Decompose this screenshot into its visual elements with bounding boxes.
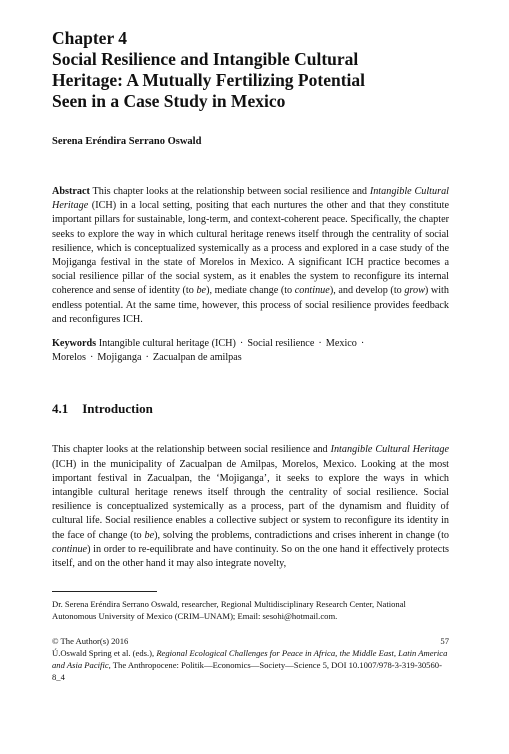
keyword-separator: · xyxy=(145,352,149,364)
citation xyxy=(52,647,449,683)
page xyxy=(52,28,449,683)
abstract-emphasis: Intangible Cultural Heritage xyxy=(52,186,449,212)
section-heading xyxy=(52,401,449,417)
intro-text: This chapter looks at the relationship between social resilience and xyxy=(52,444,331,456)
keyword: Social resilience xyxy=(247,338,315,350)
chapter-title-line: Seen in a Case Study in Mexico xyxy=(52,91,286,111)
abstract-text: ), and develop (to xyxy=(329,285,405,297)
abstract xyxy=(52,185,449,327)
abstract-text: This chapter looks at the relationship between social resilience and xyxy=(89,186,370,197)
page-number: 57 xyxy=(440,636,449,647)
citation-book-title: Regional Ecological Challenges for Peace in Africa, the Middle East, Latin America and Asia Pacific xyxy=(52,648,448,671)
keyword-separator: · xyxy=(239,338,244,350)
citation-series: , The Anthropocene: Politik—Economics—Society—Science 5, DOI 10.1007/978-3-319-30560-8_4 xyxy=(52,660,442,683)
abstract-emphasis: continue xyxy=(294,285,330,297)
keyword-separator: · xyxy=(89,352,94,364)
footnote: Dr. Serena Eréndira Serrano Oswald, researcher, Regional Multidisciplinary Research Center, National Autonomous University of Mexico (CRIM–UNAM); Email: sesohi@hotmail.com. xyxy=(52,599,406,622)
abstract-emphasis: be xyxy=(196,285,207,297)
keyword-separator: · xyxy=(318,338,322,350)
copyright-block xyxy=(52,635,449,683)
section-number: 4.1 xyxy=(52,401,69,417)
keyword: Intangible cultural heritage (ICH) xyxy=(98,338,236,350)
intro-emphasis: continue xyxy=(52,543,88,555)
abstract-text: ) with endless potential. At the same time, however, this process of social resilience provides feedback and reconfigures ICH. xyxy=(52,285,449,325)
abstract-text: (ICH) in a local setting, positing that each nurtures the other and that they constitute important pillars for sustainable, long-term, and context-coherent peace. Specifically, the chapter seeks to explore the way in which cultural heritage renews itself through the centrality of social resilience, which is conceptualized systemically as a process and explored in a case study of the Mojiganga festival in the state of Morelos in Mexico. A significant ICH practice becomes a social resilience pillar of the social system, as it enables the system to reconfigure its internal coherence and sense of identity (to xyxy=(52,200,449,297)
chapter-title-line: Heritage: A Mutually Fertilizing Potential xyxy=(52,70,365,90)
author-name: Serena Eréndira Serrano Oswald xyxy=(52,136,202,147)
chapter-label: Chapter 4 xyxy=(52,28,128,48)
abstract-emphasis: grow xyxy=(404,285,425,297)
chapter-title-line: Social Resilience and Intangible Cultural xyxy=(52,49,359,69)
keywords xyxy=(52,337,449,365)
chapter-title xyxy=(52,49,449,112)
intro-paragraph xyxy=(52,443,449,571)
keyword: Mexico xyxy=(325,338,357,350)
abstract-label: Abstract xyxy=(52,186,90,197)
keyword: Zacualpan de amilpas xyxy=(152,352,242,364)
keyword: Morelos xyxy=(52,352,86,364)
intro-text: ) in order to re-equilibrate and have continuity. So on the one hand it effectively protects itself, and on the other hand it may also integrate novelty, xyxy=(52,543,449,570)
intro-emphasis: be xyxy=(144,529,155,541)
section-title: Introduction xyxy=(82,401,153,417)
intro-text: (ICH) in the municipality of Zacualpan de Amilpas, Morelos, Mexico. Looking at the most important festival in Zacualpan, the ‘Mojiganga’, it seeks to explore the ways in which intangible cultural heritage renews itself through the centrality of social resilience. Social resilience is conceptualized systemically as a process, part of the dynamism and fluidity of cultural life. Social resilience enables a collective subject or system to reconfigure its identity in the face of change (to xyxy=(52,458,449,541)
intro-emphasis: Intangible Cultural Heritage xyxy=(330,444,449,456)
citation-editors: Ú.Oswald Spring et al. (eds.), xyxy=(52,648,157,659)
keyword-separator: · xyxy=(360,338,365,350)
intro-text: ), solving the problems, contradictions and crises inherent in change (to xyxy=(154,529,449,541)
abstract-text: ), mediate change (to xyxy=(206,285,295,297)
keyword: Mojiganga xyxy=(97,352,142,364)
keywords-label: Keywords xyxy=(52,338,97,350)
copyright-line: © The Author(s) 2016 xyxy=(52,636,129,647)
footnote-rule xyxy=(52,591,157,592)
